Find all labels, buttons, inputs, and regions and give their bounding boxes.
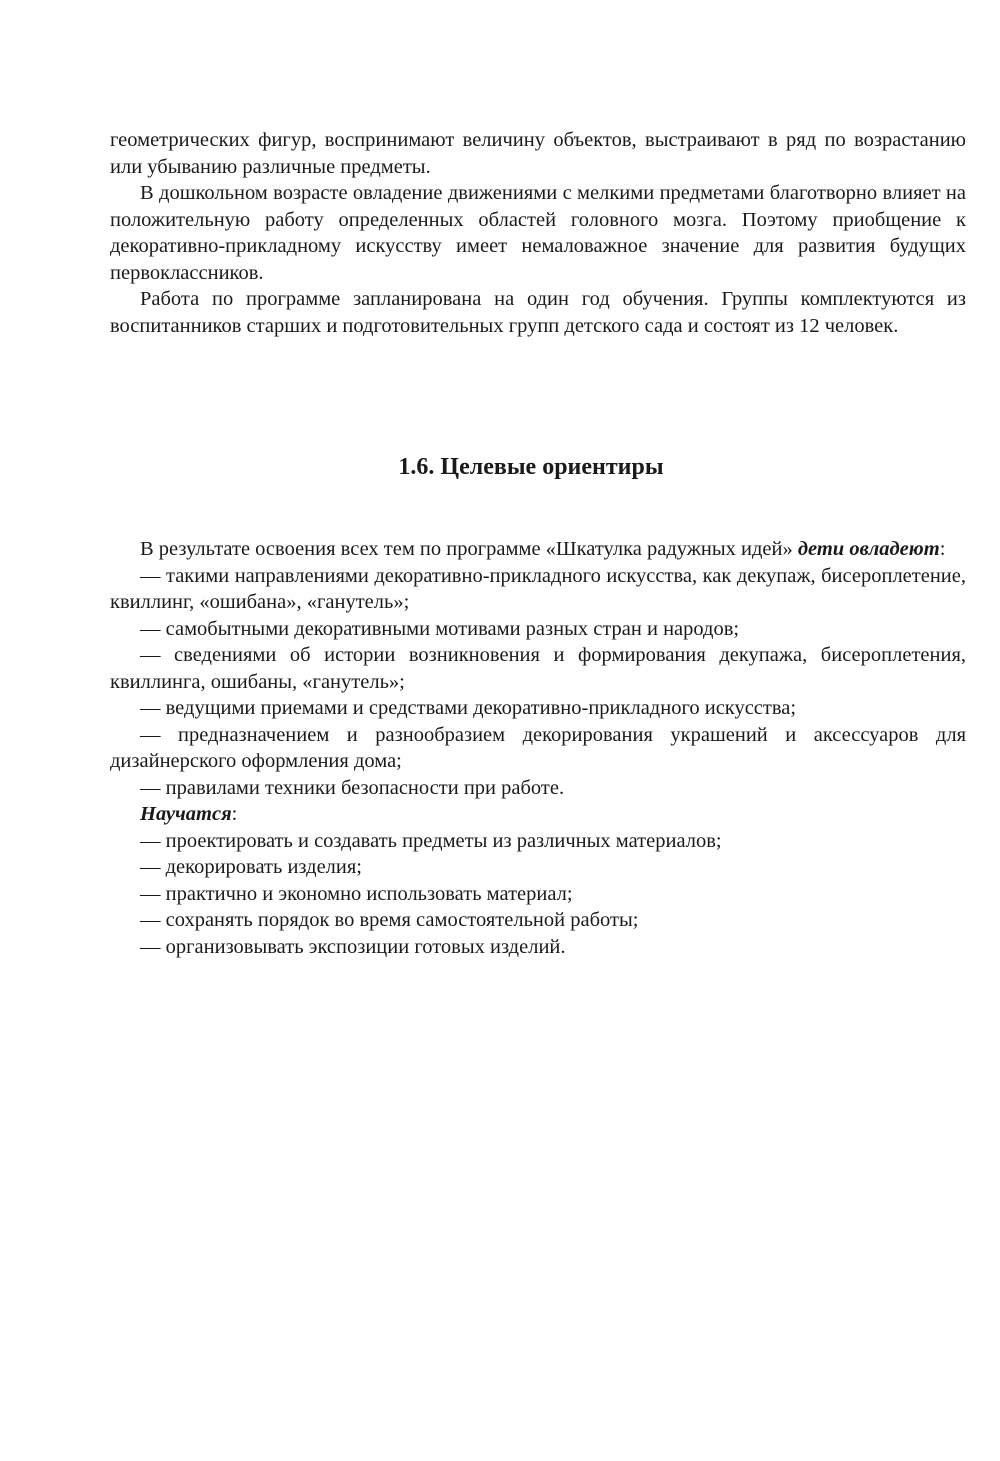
list-item: — такими направлениями декоративно-прикладного искусства, как декупаж, бисероплетение, квиллинг, «ошибана», «ганутель»; — [110, 564, 966, 613]
list-item: — практично и экономно использовать материал; — [140, 882, 573, 905]
learn-heading: Научатся — [140, 803, 232, 825]
lead-colon: : — [939, 538, 946, 560]
intro-continuation: геометрических фигур, воспринимают величину объектов, выстраивают в ряд по возрастанию или убыванию различные предметы. — [110, 129, 966, 178]
learn-heading-line — [110, 801, 966, 828]
goals-block — [110, 536, 966, 960]
intro-block — [110, 127, 966, 339]
intro-paragraph-3: Работа по программе запланирована на один год обучения. Группы комплектуются из воспитанников старших и подготовительных групп детского сада и состоят из 12 человек. — [110, 288, 966, 337]
list-item: — правилами техники безопасности при работе. — [140, 776, 565, 799]
list-item: — сведениями об истории возникновения и формирования декупажа, бисероплетения, квиллинга, ошибаны, «ганутель»; — [110, 644, 966, 693]
lead-paragraph — [110, 536, 966, 563]
list-item: — сохранять порядок во время самостоятельной работы; — [140, 909, 639, 931]
lead-text: В результате освоения всех тем по программе «Шкатулка радужных идей» — [140, 538, 798, 560]
list-item: — декорировать изделия; — [140, 856, 363, 878]
lead-emphasis: дети овладеют — [797, 538, 940, 560]
section-heading: 1.6. Целевые ориентиры — [398, 454, 664, 480]
list-item: — организовывать экспозиции готовых изделий. — [140, 935, 566, 958]
list-item: — ведущими приемами и средствами декоративно-прикладного искусства; — [140, 697, 797, 719]
list-item: — предназначением и разнообразием декорирования украшений и аксессуаров для дизайнерского оформления дома; — [110, 723, 966, 772]
intro-paragraph-2: В дошкольном возрасте овладение движениями с мелкими предметами благотворно влияет на положительную работу определенных областей головного мозга. Поэтому приобщение к декоративно-прикладному искусству имеет немаловажное значение для развития будущих первоклассников. — [110, 182, 966, 284]
list-item: — проектировать и создавать предметы из различных материалов; — [140, 829, 722, 852]
learn-colon: : — [231, 803, 238, 825]
list-item: — самобытными декоративными мотивами разных стран и народов; — [140, 617, 740, 640]
